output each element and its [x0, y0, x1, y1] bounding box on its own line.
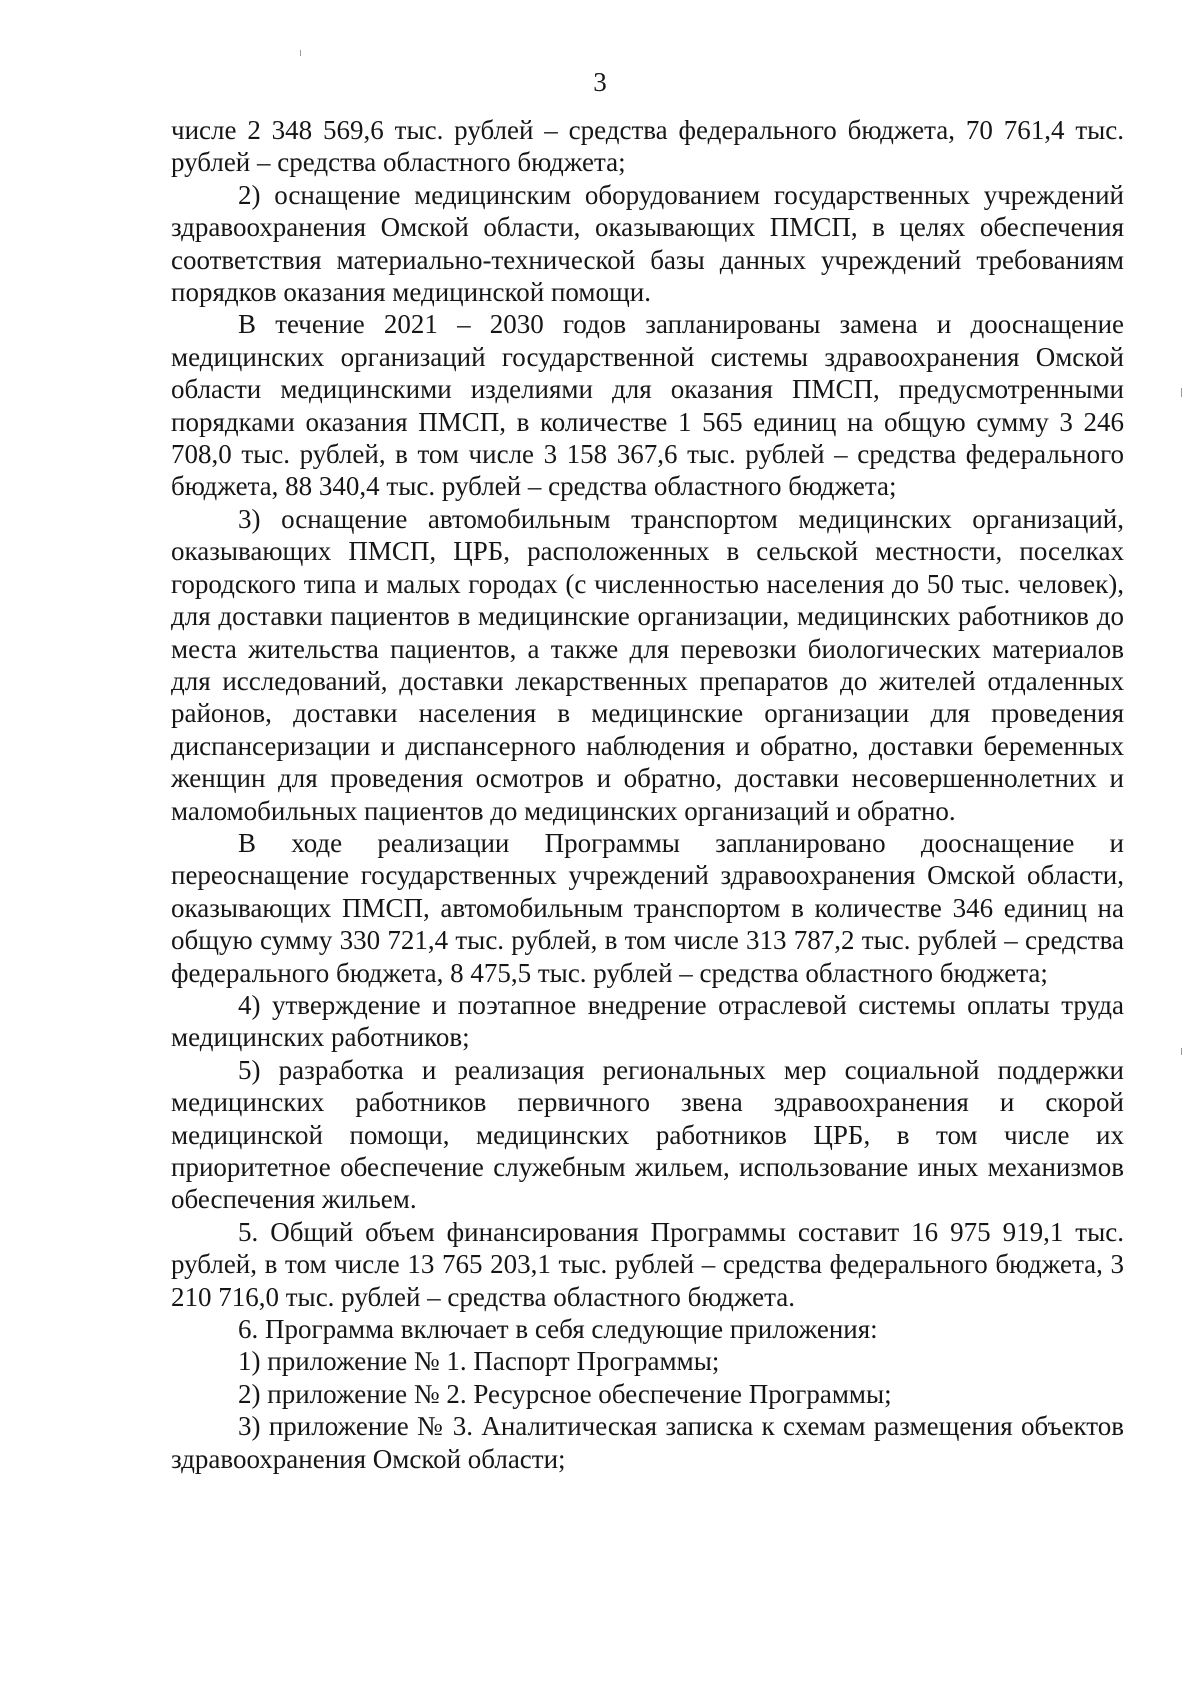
appendix-item-2: 2) приложение № 2. Ресурсное обеспечение Программы; — [238, 1378, 892, 1409]
page-number: 3 — [593, 67, 607, 97]
scan-mark-right-top — [1181, 388, 1182, 397]
scan-mark-top — [300, 50, 301, 56]
appendix-item-3: 3) приложение № 3. Аналитическая записка к схемам размещения объектов здравоохранения Омской области; — [171, 1411, 1124, 1474]
document-body — [171, 114, 1124, 1475]
paragraph-item-5-social-support: 5) разработка и реализация региональных мер социальной поддержки медицинских работников первичного звена здравоохранения и скорой медицинской помощи, медицинских работников ЦРБ, в том числе их приоритетное обеспечение служебным жильем, использование иных механизмов обеспечения жильем. — [171, 1054, 1124, 1215]
paragraph-section-5-financing: 5. Общий объем финансирования Программы составит 16 975 919,1 тыс. рублей, в том числе 13 765 203,1 тыс. рублей – средства федерального бюджета, 3 210 716,0 тыс. рублей – средства областного бюджета. — [171, 1216, 1124, 1312]
paragraph-item-4-wages: 4) утверждение и поэтапное внедрение отраслевой системы оплаты труда медицинских работников; — [171, 989, 1124, 1053]
paragraph-item-2-equipment: 2) оснащение медицинским оборудованием государственных учреждений здравоохранения Омской области, оказывающих ПМСП, в целях обеспечения соответствия материально-технической базы данных учреждений требованиям порядков оказания медицинской помощи. — [171, 179, 1124, 308]
paragraph-transport-plan: В ходе реализации Программы запланировано дооснащение и переоснащение государственных учреждений здравоохранения Омской области, оказывающих ПМСП, автомобильным транспортом в количестве 346 единиц на общую сумму 330 721,4 тыс. рублей, в том числе 313 787,2 тыс. рублей – средства федерального бюджета, 8 475,5 тыс. рублей – средства областного бюджета; — [171, 827, 1124, 988]
paragraph-section-6-appendices: 6. Программа включает в себя следующие приложения: — [238, 1314, 878, 1345]
paragraph-equipment-plan: В течение 2021 – 2030 годов запланированы замена и дооснащение медицинских организаций государственной системы здравоохранения Омской области медицинскими изделиями для оказания ПМСП, предусмотренными порядками оказания ПМСП, в количестве 1 565 единиц на общую сумму 3 246 708,0 тыс. рублей, в том числе 3 158 367,6 тыс. рублей – средства федерального бюджета, 88 340,4 тыс. рублей – средства областного бюджета; — [171, 309, 1124, 502]
paragraph-budget-continuation: числе 2 348 569,6 тыс. рублей – средства федерального бюджета, 70 761,4 тыс. рублей – средства областного бюджета; — [171, 115, 1124, 178]
appendix-item-1: 1) приложение № 1. Паспорт Программы; — [238, 1346, 720, 1377]
paragraph-item-3-transport: 3) оснащение автомобильным транспортом медицинских организаций, оказывающих ПМСП, ЦРБ, расположенных в сельской местности, поселках городского типа и малых городах (с численностью населения до 50 тыс. человек), для доставки пациентов в медицинские организации, медицинских работников до места жительства пациентов, а также для перевозки биологических материалов для исследований, доставки лекарственных препаратов до жителей отдаленных районов, доставки населения в медицинские организации для проведения диспансеризации и диспансерного наблюдения и обратно, доставки беременных женщин для проведения осмотров и обратно, доставки несовершеннолетних и маломобильных пациентов до медицинских организаций и обратно. — [171, 503, 1124, 826]
scan-mark-right-middle — [1181, 1048, 1182, 1055]
